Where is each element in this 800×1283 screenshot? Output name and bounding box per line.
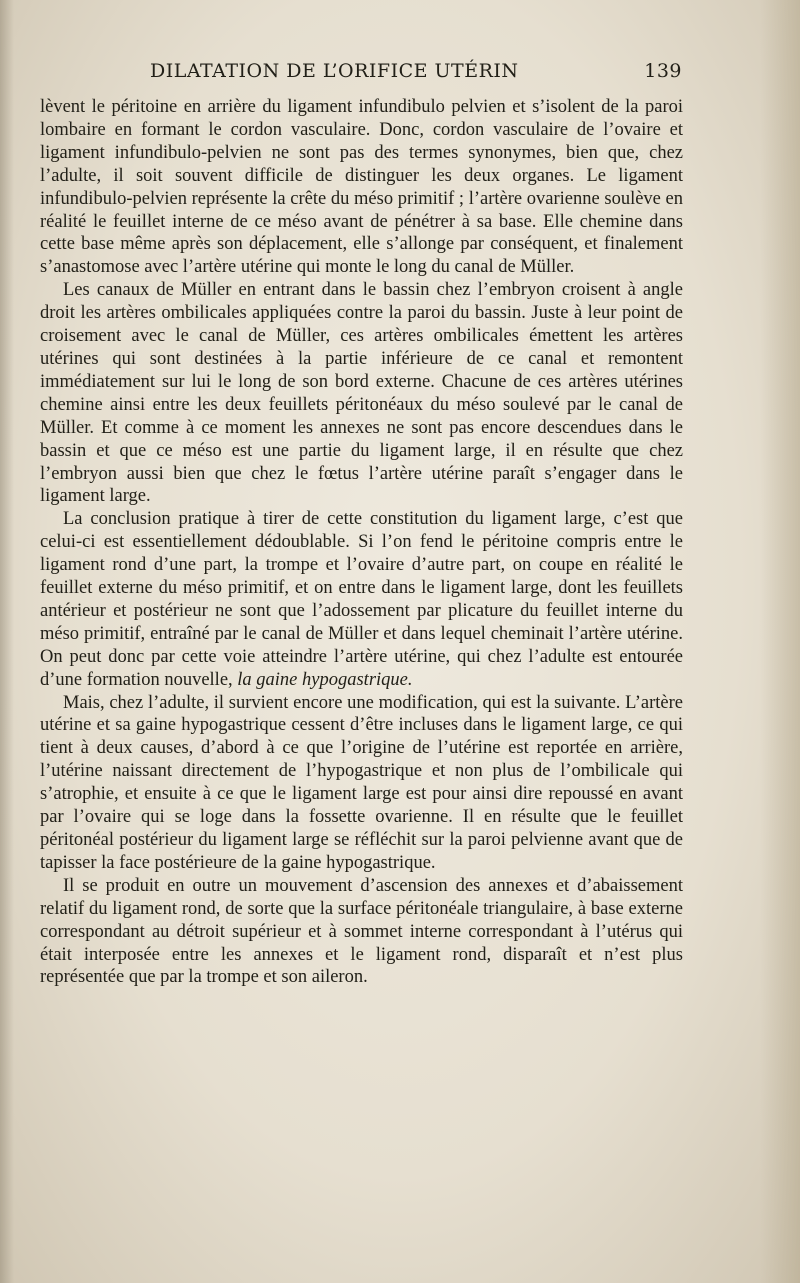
- running-title: DILATATION DE L’ORIFICE UTÉRIN: [150, 60, 519, 82]
- paragraph-3-text: La conclusion pratique à tirer de cette constitution du ligament large, c’est que celui-ci est essentiellement dédoublable. Si l’on fend le péritoine compris entre le ligament rond d’une part, la trompe et l’ovaire d’autre part, on coupe en réalité le feuillet externe du méso primitif, et on entre dans le ligament large, dont les feuillets antérieur et postérieur ne sont que l’adossement par plicature du feuillet interne du méso primitif, entraîné par le canal de Müller et dans lequel cheminait l’artère utérine. On peut donc par cette voie atteindre l’artère utérine, qui chez l’adulte est entourée d’une formation nouvelle,: [40, 509, 683, 690]
- paragraph-1: lèvent le péritoine en arrière du ligament infundibulo pelvien et s’isolent de la paroi lombaire en formant le cordon vasculaire. Donc, cordon vasculaire de l’ovaire et ligament infundibulo-pelvien ne sont pas des termes synonymes, bien que, chez l’adulte, il soit souvent difficile de distinguer les deux organes. Le ligament infundibulo-pelvien représente la crête du méso primitif ; l’artère ovarienne soulève en réalité le feuillet interne de ce méso avant de pénétrer à sa base. Elle chemine dans cette base même après son déplacement, elle s’allonge par conséquent, et finalement s’anastomose avec l’artère utérine qui monte le long du canal de Müller.: [40, 97, 683, 278]
- paragraph-4: Mais, chez l’adulte, il survient encore une modification, qui est la suivante. L’artère utérine et sa gaine hypogastrique cessent d’être incluses dans le ligament large, ce qui tient à deux causes, d’abord à ce que l’origine de l’utérine est reportée en arrière, l’utérine naissant directement de l’hypogastrique et non plus de l’ombilicale qui s’atrophie, et ensuite à ce que le ligament large est pour ainsi dire repoussé en avant par l’ovaire qui se loge dans la fossette ovarienne. Il en résulte que le feuillet péritonéal postérieur du ligament large se réfléchit sur la paroi pelvienne avant que de tapisser la face postérieure de la gaine hypogastrique.: [40, 692, 683, 873]
- paragraph-2: Les canaux de Müller en entrant dans le bassin chez l’embryon croisent à angle droit les artères ombilicales appliquées contre la paroi du bassin. Juste à leur point de croisement avec le canal de Müller, ces artères ombilicales émettent les artères utérines qui sont destinées à la partie inférieure de ce canal et remontent immédiatement sur lui le long de son bord externe. Chacune de ces artères utérines chemine ainsi entre les deux feuillets péritonéaux du méso soulevé par le canal de Müller. Et comme à ce moment les annexes ne sont pas encore descendues dans le bassin et que ce méso est une partie du ligament large, il en résulte que chez l’embryon aussi bien que chez le fœtus l’artère utérine paraît s’engager dans le ligament large.: [40, 280, 683, 507]
- italic-term: la gaine hypogastrique.: [237, 669, 413, 690]
- body-text: [40, 96, 683, 989]
- page-header: [150, 60, 682, 90]
- paragraph-5: Il se produit en outre un mouvement d’ascension des annexes et d’abaissement relatif du ligament rond, de sorte que la surface péritonéale triangulaire, à base externe correspondant au détroit supérieur et à sommet interne correspondant à l’utérus qui était interposée entre les annexes et le ligament rond, disparaît et n’est plus représentée que par la trompe et son aileron.: [40, 875, 683, 988]
- page-number: 139: [644, 60, 682, 82]
- paragraph-3: [40, 508, 683, 691]
